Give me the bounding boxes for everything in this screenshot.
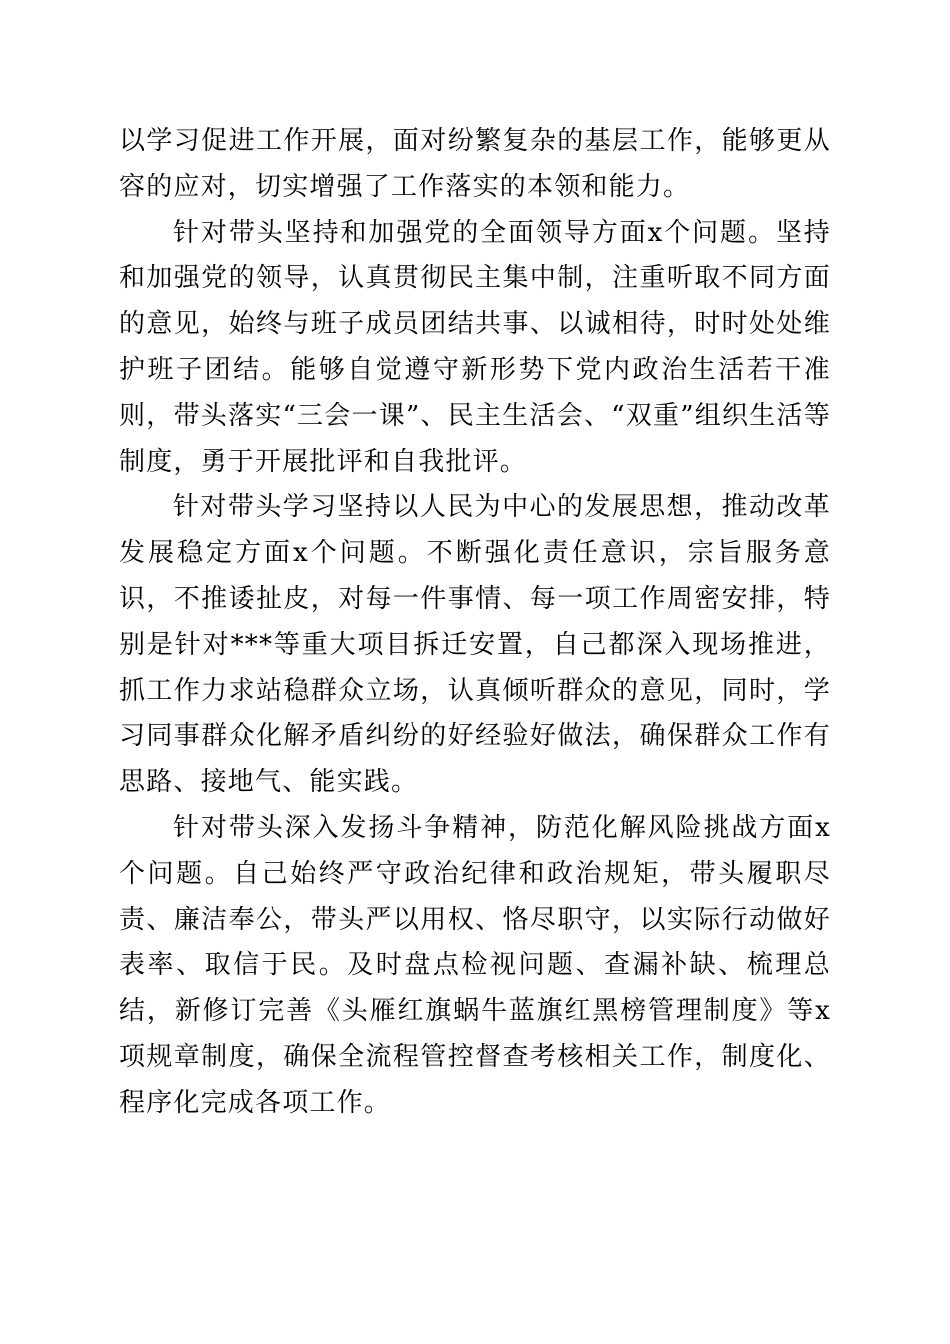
paragraph-continuation: 以学习促进工作开展，面对纷繁复杂的基层工作，能够更从容的应对，切实增强了工作落实的本领和能力。 [119,126,831,202]
paragraph-people-centered: 针对带头学习坚持以人民为中心的发展思想，推动改革发展稳定方面x个问题。不断强化责任意识，宗旨服务意识，不推诿扯皮，对每一件事情、每一项工作周密安排，特别是针对***等重大项目拆迁安置，自己都深入现场推进，抓工作力求站稳群众立场，认真倾听群众的意见，同时，学习同事群众化解矛盾纠纷的好经验好做法，确保群众工作有思路、接地气、能实践。 [119,492,831,798]
document-body [119,119,831,1127]
paragraph-party-leadership: 针对带头坚持和加强党的全面领导方面x个问题。坚持和加强党的领导，认真贯彻民主集中制，注重听取不同方面的意见，始终与班子成员团结共事、以诚相待，时时处处维护班子团结。能够自觉遵守新形势下党内政治生活若干准则，带头落实“三会一课”、民主生活会、“双重”组织生活等制度，勇于开展批评和自我批评。 [119,217,831,477]
paragraph-risk-challenges: 针对带头深入发扬斗争精神，防范化解风险挑战方面x个问题。自己始终严守政治纪律和政治规矩，带头履职尽责、廉洁奉公，带头严以用权、恪尽职守，以实际行动做好表率、取信于民。及时盘点检视问题、查漏补缺、梳理总结，新修订完善《头雁红旗蜗牛蓝旗红黑榜管理制度》等x项规章制度，确保全流程管控督查考核相关工作，制度化、程序化完成各项工作。 [119,812,831,1118]
